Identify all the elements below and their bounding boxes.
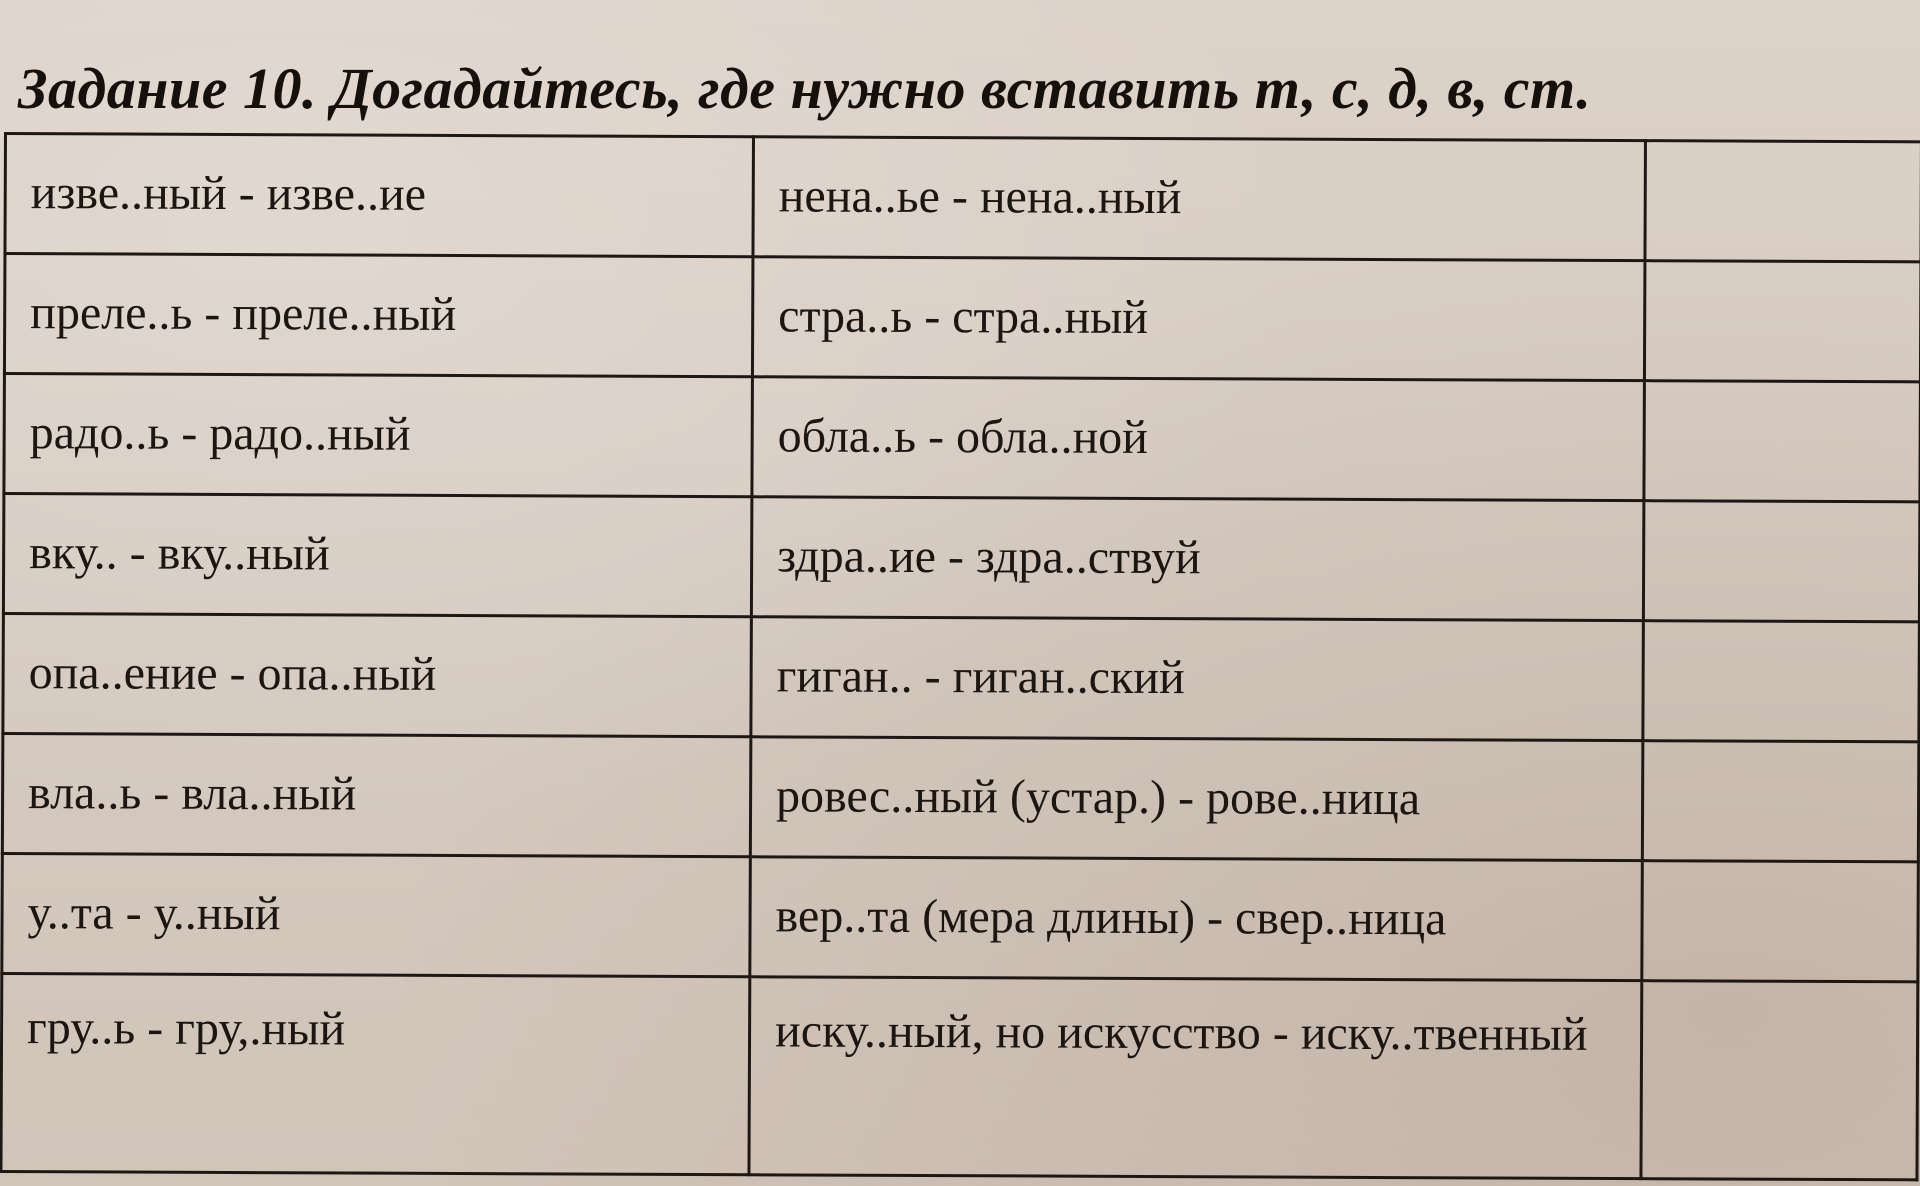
answer-cell[interactable] [1643, 621, 1920, 742]
word-pair-right: стра..ь - стра..ный [752, 257, 1645, 381]
answer-cell[interactable] [1641, 981, 1918, 1180]
word-pair-left: изве..ный - изве..ие [5, 134, 754, 257]
answer-cell[interactable] [1642, 861, 1919, 982]
word-pair-right: нена..ье - нена..ный [753, 137, 1646, 261]
table-row [3, 494, 1920, 622]
table-row [4, 374, 1920, 502]
answer-cell[interactable] [1645, 141, 1920, 262]
table-row [5, 134, 1920, 262]
table-row [2, 734, 1919, 862]
table-row [3, 614, 1920, 742]
word-pair-right: гиган.. - гиган..ский [751, 617, 1644, 741]
word-pair-left: опа..ение - опа..ный [3, 614, 752, 737]
word-pair-left: вла..ь - вла..ный [2, 734, 751, 857]
word-pair-right: здра..ие - здра..ствуй [751, 497, 1644, 621]
table-row [4, 254, 1920, 382]
word-pair-left: радо..ь - радо..ный [4, 374, 753, 497]
answer-cell[interactable] [1644, 261, 1920, 382]
table-row [1, 973, 1918, 1179]
word-pair-left: преле..ь - преле..ный [4, 254, 753, 377]
word-pair-left: гру..ь - гру,.ный [1, 973, 750, 1174]
word-pair-right: иску..ный, но искусство - иску..твенный [749, 977, 1642, 1179]
answer-cell[interactable] [1643, 501, 1920, 622]
task-title: Задание 10. Догадайтесь, где нужно вставить т, с, д, в, ст. [18, 56, 1592, 121]
answer-cell[interactable] [1644, 381, 1920, 502]
word-pair-right: вер..та (мера длины) - свер..ница [750, 857, 1643, 981]
answer-cell[interactable] [1642, 741, 1919, 862]
table-row [2, 853, 1919, 981]
word-pair-right: обла..ь - обла..ной [752, 377, 1645, 501]
word-pair-left: у..та - у..ный [2, 853, 751, 976]
word-pair-right: ровес..ный (устар.) - рове..ница [750, 737, 1643, 861]
word-pair-left: вку.. - вку..ный [3, 494, 752, 617]
exercise-table [0, 132, 1920, 1181]
